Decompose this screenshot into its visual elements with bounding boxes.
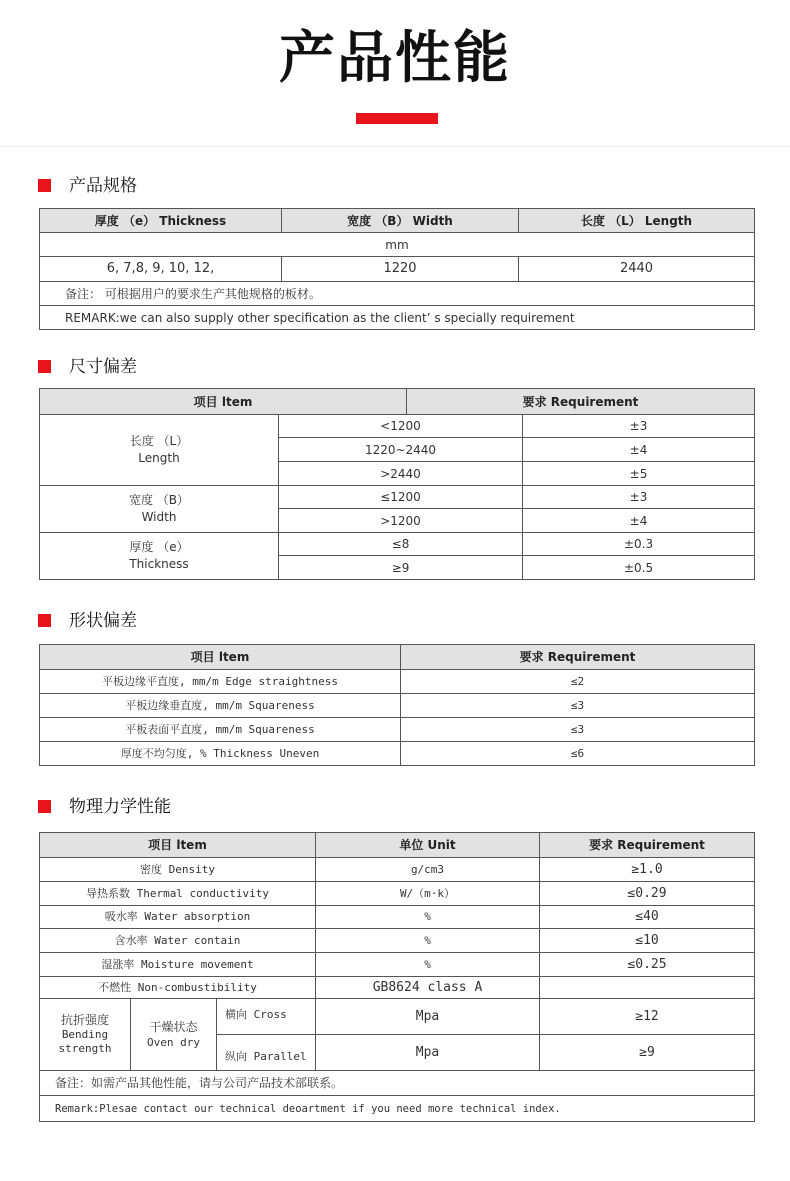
table-row: [40, 882, 755, 906]
range-cell: 1220~2440: [279, 438, 523, 462]
table-row: [40, 415, 755, 438]
length-label: [40, 415, 279, 486]
length-label-cn: 长度 （L）: [129, 434, 189, 448]
table-header-row: [40, 209, 755, 233]
note-cn: 备注：如需产品其他性能，请与公司产品技术部联系。: [40, 1071, 755, 1096]
thickness-label-en: Thickness: [129, 557, 189, 571]
unit-cell: mm: [40, 233, 755, 257]
length-label-en: Length: [138, 451, 180, 465]
header-item: 项目 ltem: [40, 833, 316, 858]
table-row: [40, 742, 755, 766]
note-cn: 备注： 可根据用户的要求生产其他规格的板材。: [40, 282, 755, 306]
table-row: [40, 694, 755, 718]
range-cell: >1200: [279, 509, 523, 533]
oven-dry-cn: 干燥状态: [149, 1019, 198, 1034]
width-value: 1220: [282, 257, 519, 282]
property-item: 导热系数 Thermal conductivity: [40, 882, 316, 906]
property-requirement: ≤0.25: [540, 953, 755, 977]
property-item: 密度 Density: [40, 858, 316, 882]
property-unit: GB8624 class A: [316, 977, 540, 999]
red-square-icon: [38, 360, 51, 373]
shape-requirement: ≤2: [401, 670, 755, 694]
width-label: [40, 486, 279, 533]
table-row: [40, 486, 755, 509]
header-unit: 单位 Unit: [316, 833, 540, 858]
table-row: [40, 233, 755, 257]
table-row: [40, 999, 755, 1035]
property-unit: g/cm3: [316, 858, 540, 882]
table-row: [40, 977, 755, 999]
title-divider: [0, 146, 790, 147]
property-unit: %: [316, 929, 540, 953]
table-row: [40, 718, 755, 742]
note-en: Remark:Plesae contact our technical deoartment if you need more technical index.: [40, 1096, 755, 1122]
header-requirement: 要求 Requirement: [401, 645, 755, 670]
cross-requirement: ≥12: [540, 999, 755, 1035]
property-item: 含水率 Water contain: [40, 929, 316, 953]
note-en: REMARK:we can also supply other specification as the client’ s specially requirement: [40, 306, 755, 330]
table-row: [40, 929, 755, 953]
red-square-icon: [38, 800, 51, 813]
table-row: [40, 282, 755, 306]
header-requirement: 要求 Requirement: [407, 389, 755, 415]
property-requirement: ≤40: [540, 906, 755, 929]
spec-table: [39, 208, 755, 330]
width-label-cn: 宽度 （B）: [128, 493, 190, 507]
tolerance-cell: ±4: [523, 509, 755, 533]
table-row: [40, 257, 755, 282]
property-item: 湿涨率 Moisture movement: [40, 953, 316, 977]
shape-requirement: ≤6: [401, 742, 755, 766]
shape-item: 平板边缘垂直度, mm/m Squareness: [40, 694, 401, 718]
shape-item: 平板表面平直度, mm/m Squareness: [40, 718, 401, 742]
table-row: [40, 953, 755, 977]
header-requirement: 要求 Requirement: [540, 833, 755, 858]
oven-dry-label: [131, 999, 217, 1071]
property-requirement: ≤0.29: [540, 882, 755, 906]
header-item: 项目 ltem: [40, 389, 407, 415]
range-cell: ≤1200: [279, 486, 523, 509]
parallel-label: 纵向 Parallel: [217, 1035, 316, 1071]
cross-unit: Mpa: [316, 999, 540, 1035]
title-accent-bar: [356, 113, 438, 124]
parallel-requirement: ≥9: [540, 1035, 755, 1071]
section-title: 产品规格: [69, 176, 137, 196]
header-length: 长度 （L） Length: [519, 209, 755, 233]
tolerance-cell: ±5: [523, 462, 755, 486]
tolerance-cell: ±3: [523, 415, 755, 438]
tolerance-cell: ±3: [523, 486, 755, 509]
length-value: 2440: [519, 257, 755, 282]
range-cell: ≥9: [279, 556, 523, 580]
red-square-icon: [38, 614, 51, 627]
thickness-label-cn: 厚度 （e）: [129, 540, 189, 554]
parallel-unit: Mpa: [316, 1035, 540, 1071]
shape-item: 厚度不均匀度, % Thickness Uneven: [40, 742, 401, 766]
range-cell: >2440: [279, 462, 523, 486]
property-item: 不燃性 Non-combustibility: [40, 977, 316, 999]
table-row: [40, 306, 755, 330]
header-item: 项目 ltem: [40, 645, 401, 670]
table-row: [40, 858, 755, 882]
bending-label-en1: Bending: [61, 1028, 109, 1041]
property-requirement: ≤10: [540, 929, 755, 953]
bending-label-cn: 抗折强度: [60, 1013, 109, 1027]
shape-table: [39, 644, 755, 766]
shape-item: 平板边缘平直度, mm/m Edge straightness: [40, 670, 401, 694]
property-unit: %: [316, 953, 540, 977]
table-row: [40, 1096, 755, 1122]
thickness-label: [40, 533, 279, 580]
table-row: [40, 1071, 755, 1096]
table-header-row: [40, 833, 755, 858]
section-title: 尺寸偏差: [69, 357, 137, 377]
tolerance-cell: ±0.5: [523, 556, 755, 580]
tolerance-cell: ±4: [523, 438, 755, 462]
page-title: 产品性能: [279, 26, 511, 91]
oven-dry-en: Oven dry: [147, 1035, 200, 1049]
dimension-table: [39, 388, 755, 580]
section-title: 形状偏差: [69, 611, 137, 631]
physical-table: [39, 832, 755, 1122]
table-header-row: [40, 645, 755, 670]
section-title: 物理力学性能: [69, 797, 171, 817]
red-square-icon: [38, 179, 51, 192]
thickness-values: 6, 7,8, 9, 10, 12,: [40, 257, 282, 282]
bending-strength-label: [40, 999, 131, 1071]
property-unit: W/（m·k）: [316, 882, 540, 906]
property-requirement: ≥1.0: [540, 858, 755, 882]
tolerance-cell: ±0.3: [523, 533, 755, 556]
range-cell: ≤8: [279, 533, 523, 556]
range-cell: <1200: [279, 415, 523, 438]
width-label-en: Width: [141, 510, 177, 524]
table-row: [40, 906, 755, 929]
property-unit: %: [316, 906, 540, 929]
table-header-row: [40, 389, 755, 415]
table-row: [40, 533, 755, 556]
shape-requirement: ≤3: [401, 718, 755, 742]
property-requirement: [540, 977, 755, 999]
cross-label: 横向 Cross: [217, 999, 316, 1035]
property-item: 吸水率 Water absorption: [40, 906, 316, 929]
shape-requirement: ≤3: [401, 694, 755, 718]
bending-label-en2: strength: [58, 1042, 112, 1055]
header-width: 宽度 （B） Width: [282, 209, 519, 233]
header-thickness: 厚度 （e） Thickness: [40, 209, 282, 233]
table-row: [40, 670, 755, 694]
